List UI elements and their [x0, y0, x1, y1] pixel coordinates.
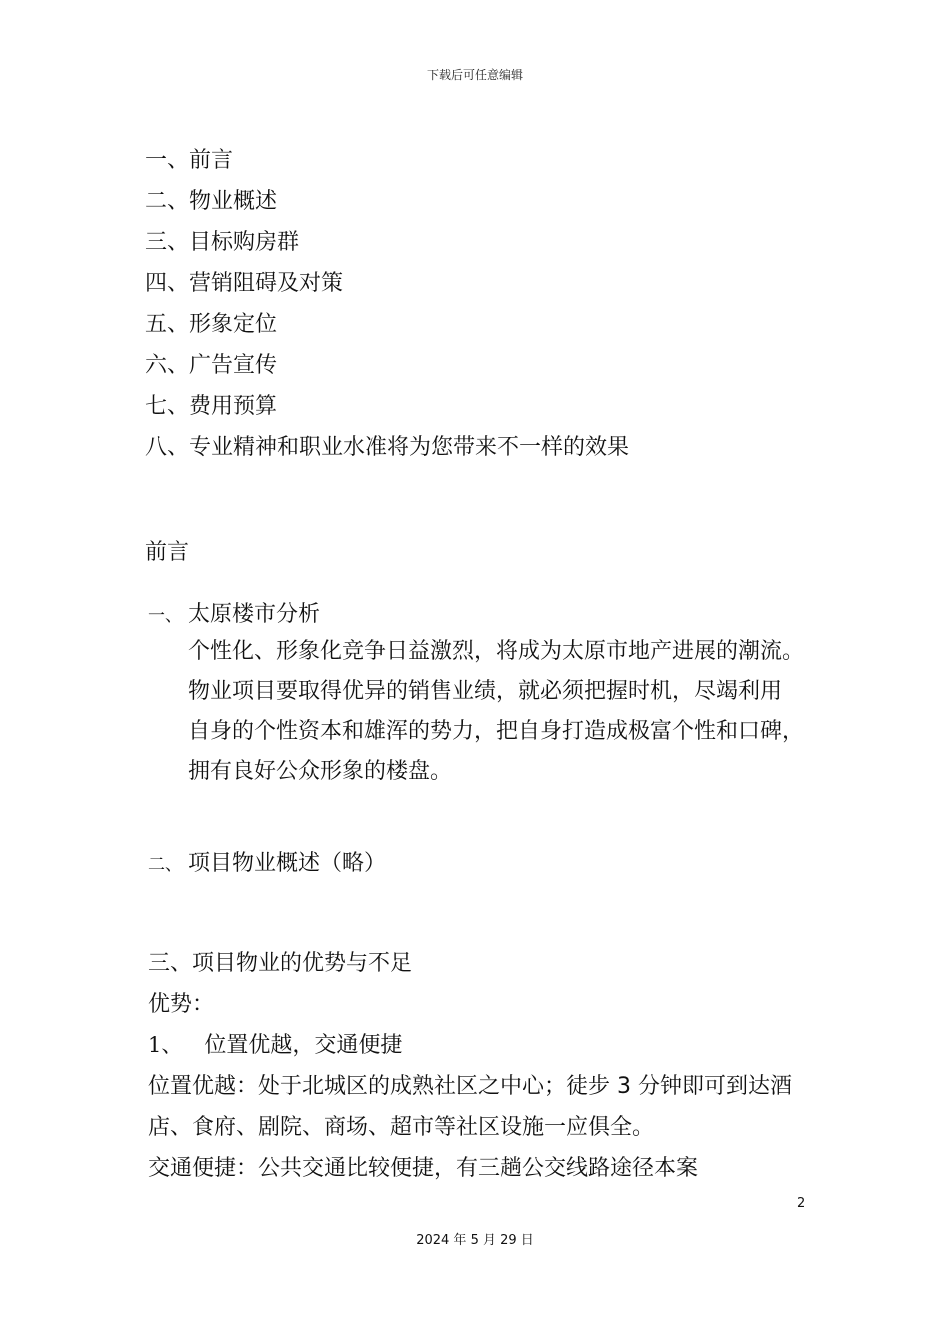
paragraph-line: 拥有良好公众形象的楼盘。	[188, 759, 453, 784]
advantage-item-1	[148, 1025, 792, 1066]
advantage-item-number: 1、	[148, 1033, 183, 1057]
toc-item: 二、物业概述	[145, 189, 278, 214]
section2-number: 二、	[148, 855, 182, 875]
toc-item: 五、形象定位	[145, 312, 278, 337]
paragraph-line: 店、食府、剧院、商场、超市等社区设施一应俱全。	[148, 1115, 655, 1140]
paragraph-line: 物业项目要取得优异的销售业绩，就必须把握时机，尽竭利用	[188, 679, 783, 704]
table-of-contents	[145, 140, 629, 468]
advantage-label: 优势：	[148, 992, 215, 1017]
section1-title: 太原楼市分析	[188, 602, 321, 627]
toc-item: 四、营销阻碍及对策	[145, 271, 344, 296]
toc-item: 六、广告宣传	[145, 353, 278, 378]
toc-item: 八、专业精神和职业水准将为您带来不一样的效果	[145, 435, 630, 460]
section1-number: 一、	[148, 606, 182, 626]
preface-title: 前言	[145, 540, 190, 565]
footer-date: 2024 年 5 月 29 日	[416, 1233, 534, 1248]
section2-heading	[148, 846, 386, 877]
toc-item: 七、费用预算	[145, 394, 278, 419]
section1-paragraph	[188, 632, 804, 792]
paragraph-line: 位置优越：处于北城区的成熟社区之中心；徒步 3 分钟即可到达酒	[148, 1074, 792, 1099]
advantage-item-title: 位置优越，交通便捷	[204, 1033, 403, 1058]
section3-title: 三、项目物业的优势与不足	[148, 951, 413, 976]
paragraph-line: 自身的个性资本和雄浑的势力，把自身打造成极富个性和口碑，	[188, 719, 805, 744]
toc-item: 一、前言	[145, 148, 234, 173]
section3-block	[148, 943, 792, 1189]
page-number: 2	[797, 1196, 806, 1211]
section2-title: 项目物业概述（略）	[188, 851, 387, 876]
section1-heading	[148, 597, 320, 628]
paragraph-line: 交通便捷：公共交通比较便捷，有三趟公交线路途径本案	[148, 1156, 699, 1181]
header-note: 下载后可任意编辑	[426, 68, 523, 82]
toc-item: 三、目标购房群	[145, 230, 300, 255]
paragraph-line: 个性化、形象化竞争日益激烈，将成为太原市地产进展的潮流。	[188, 639, 805, 664]
